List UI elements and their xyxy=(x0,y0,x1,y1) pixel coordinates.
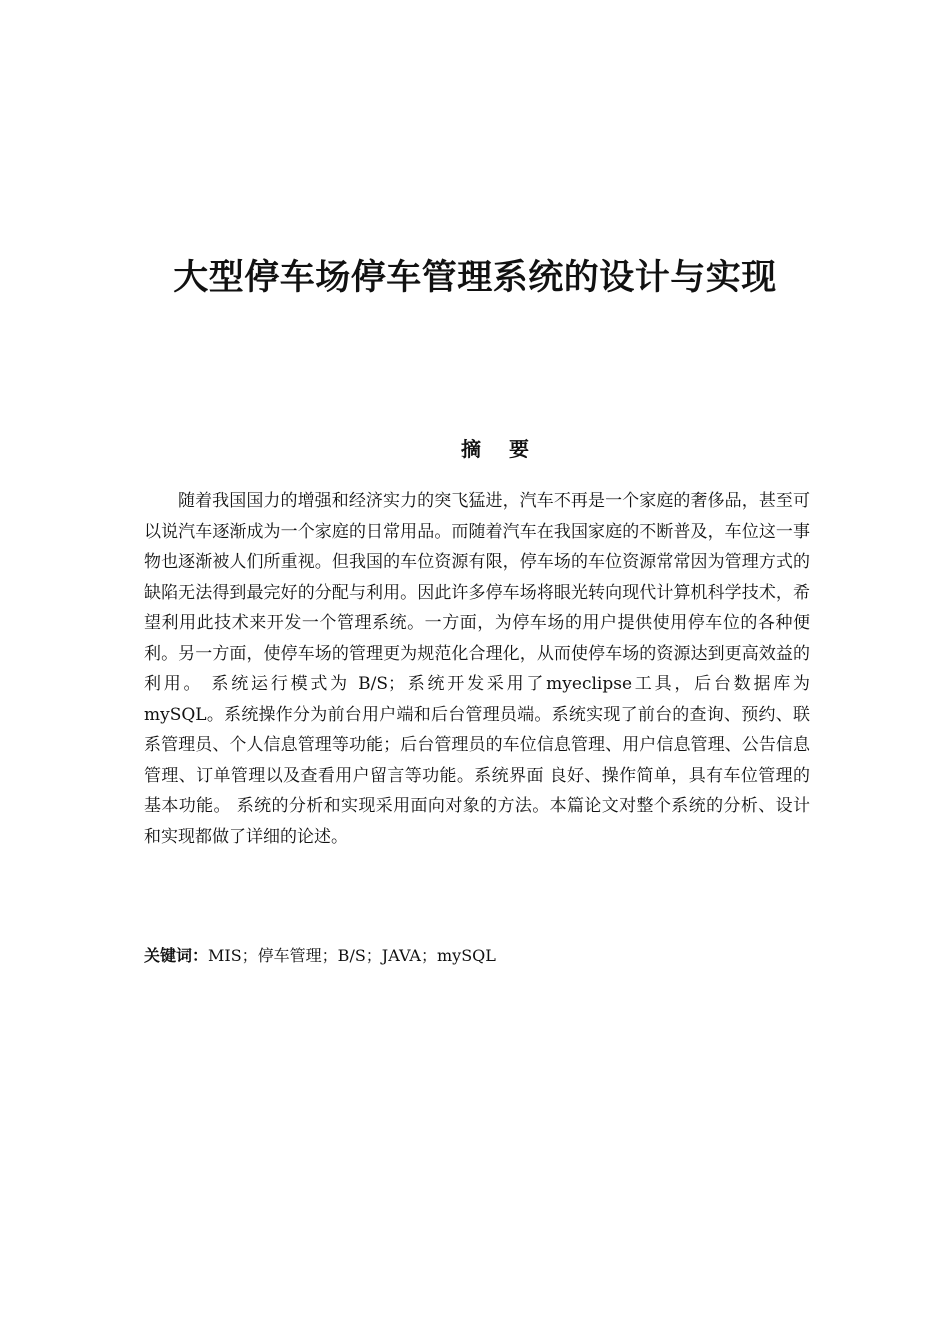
keywords-value: MIS；停车管理；B/S；JAVA；mySQL xyxy=(208,946,496,965)
abstract-body: 随着我国国力的增强和经济实力的突飞猛进，汽车不再是一个家庭的奢侈品，甚至可以说汽车逐渐成为一个家庭的日常用品。而随着汽车在我国家庭的不断普及，车位这一事物也逐渐被人们所重视。但我国的车位资源有限，停车场的车位资源常常因为管理方式的缺陷无法得到最完好的分配与利用。因此许多停车场将眼光转向现代计算机科学技术，希望利用此技术来开发一个管理系统。一方面，为停车场的用户提供使用停车位的各种便利。另一方面，使停车场的管理更为规范化合理化，从而使停车场的资源达到更高效益的利用。 系统运行模式为 B/S；系统开发采用了myeclipse工具，后台数据库为 mySQL。系统操作分为前台用户端和后台管理员端。系统实现了前台的查询、预约、联系管理员、个人信息管理等功能；后台管理员的车位信息管理、用户信息管理、公告信息管理、订单管理以及查看用户留言等功能。系统界面 良好、操作简单，具有车位管理的基本功能。 系统的分析和实现采用面向对象的方法。本篇论文对整个系统的分析、设计 和实现都做了详细的论述。 xyxy=(144,491,810,847)
abstract-heading: 摘要 xyxy=(461,437,557,461)
keywords-label: 关键词： xyxy=(144,946,209,965)
paper-title: 大型停车场停车管理系统的设计与实现 xyxy=(173,258,777,298)
keywords-line xyxy=(144,941,810,971)
